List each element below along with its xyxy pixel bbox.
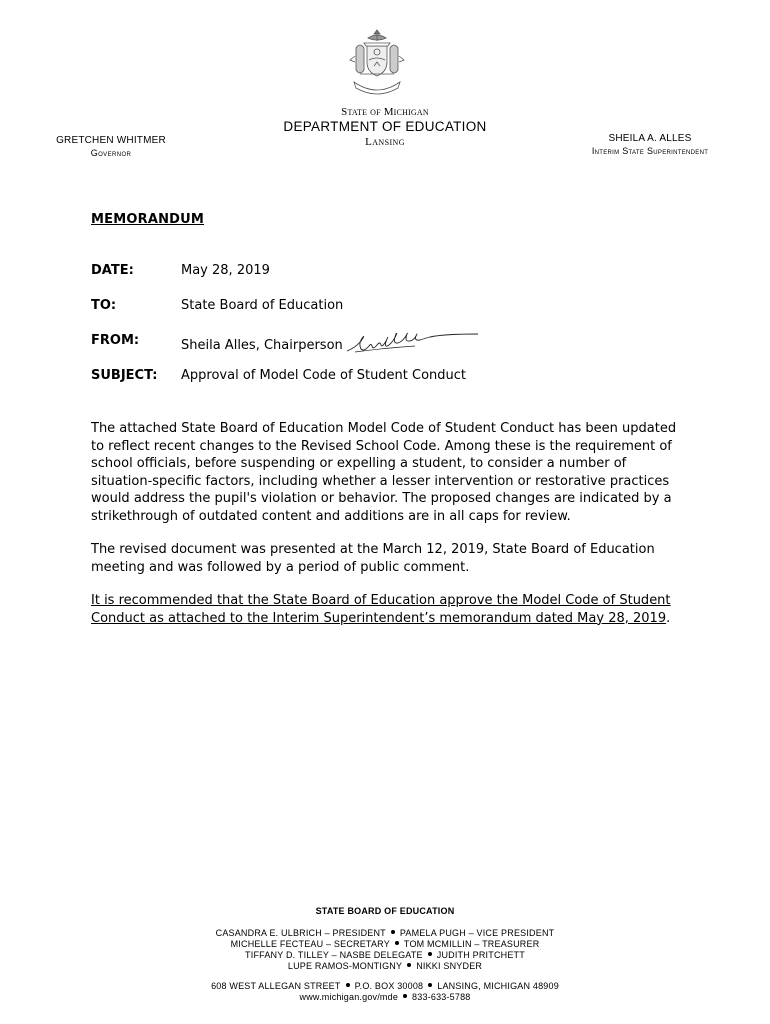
bullet-icon	[403, 994, 407, 998]
from-label: FROM:	[91, 333, 140, 348]
city-state-zip: LANSING, MICHIGAN 48909	[437, 981, 559, 991]
letterhead	[200, 106, 570, 149]
from-value: Sheila Alles, Chairperson	[181, 338, 343, 353]
governor-name: GRETCHEN WHITMER	[56, 135, 166, 146]
date-value: May 28, 2019	[181, 263, 270, 278]
bullet-icon	[346, 983, 350, 987]
board-member: CASANDRA E. ULBRICH – PRESIDENT	[215, 928, 386, 938]
governor-block	[46, 134, 176, 159]
board-member: LUPE RAMOS-MONTIGNY	[287, 961, 403, 971]
memo-body	[91, 420, 686, 643]
website-link[interactable]: www.michigan.gov/mde	[299, 992, 399, 1002]
subject-label: SUBJECT:	[91, 368, 158, 383]
to-value: State Board of Education	[181, 298, 344, 313]
bullet-icon	[391, 930, 395, 934]
board-member: PAMELA PUGH – VICE PRESIDENT	[399, 928, 555, 938]
signature-icon	[345, 333, 483, 355]
recommendation-period: .	[666, 610, 671, 626]
bullet-icon	[428, 983, 432, 987]
to-label: TO:	[91, 298, 117, 313]
phone-number: 833-633-5788	[412, 992, 471, 1002]
superintendent-title: Interim State Superintendent	[591, 146, 709, 156]
footer-heading: STATE BOARD OF EDUCATION	[315, 906, 455, 916]
footer-members-line-4	[160, 961, 610, 972]
footer	[160, 906, 610, 1003]
recommendation-paragraph	[91, 592, 686, 627]
body-paragraph-2: The revised document was presented at the March 12, 2019, State Board of Education meeting and was followed by a period of public comment.	[91, 542, 655, 575]
footer-address	[160, 981, 610, 992]
board-member: JUDITH PRITCHETT	[436, 950, 525, 960]
bullet-icon	[395, 941, 399, 945]
department-name: DEPARTMENT OF EDUCATION	[283, 119, 487, 134]
street-address: 608 WEST ALLEGAN STREET	[211, 981, 341, 991]
superintendent-block	[560, 132, 740, 157]
from-value-wrap	[181, 333, 483, 355]
board-member: NIKKI SNYDER	[416, 961, 483, 971]
subject-value: Approval of Model Code of Student Conduct	[181, 368, 467, 383]
board-member: MICHELLE FECTEAU – SECRETARY	[230, 939, 390, 949]
date-label: DATE:	[91, 263, 134, 278]
footer-contact	[160, 992, 610, 1003]
board-member: TIFFANY D. TILLEY – NASBE DELEGATE	[245, 950, 423, 960]
board-member: TOM MCMILLIN – TREASURER	[403, 939, 540, 949]
footer-members-line-3	[160, 950, 610, 961]
body-paragraph-1: The attached State Board of Education Model Code of Student Conduct has been updated to reflect recent changes to the Revised School Code. Among these is the requirement of school officials, before suspending or expelling a student, to consider a number of situation-specific factors, including whether a lesser intervention or restorative practices would address the pupil's violation or behavior. The proposed changes are indicated by a strikethrough of outdated content and additions are in all caps for review.	[91, 421, 677, 524]
state-name: State of Michigan	[341, 106, 429, 118]
footer-members-line-2	[160, 939, 610, 950]
michigan-seal-icon	[346, 26, 408, 100]
governor-title: Governor	[90, 148, 132, 158]
bullet-icon	[428, 952, 432, 956]
superintendent-name: SHEILA A. ALLES	[608, 133, 692, 144]
bullet-icon	[407, 963, 411, 967]
city-name: Lansing	[365, 136, 405, 148]
recommendation-text: It is recommended that the State Board of Education approve the Model Code of Student Conduct as attached to the Interim Superintendent’s memorandum dated May 28, 2019	[91, 593, 671, 626]
memo-title: MEMORANDUM	[91, 212, 205, 227]
po-box: P.O. BOX 30008	[354, 981, 424, 991]
footer-members-line-1	[160, 928, 610, 939]
